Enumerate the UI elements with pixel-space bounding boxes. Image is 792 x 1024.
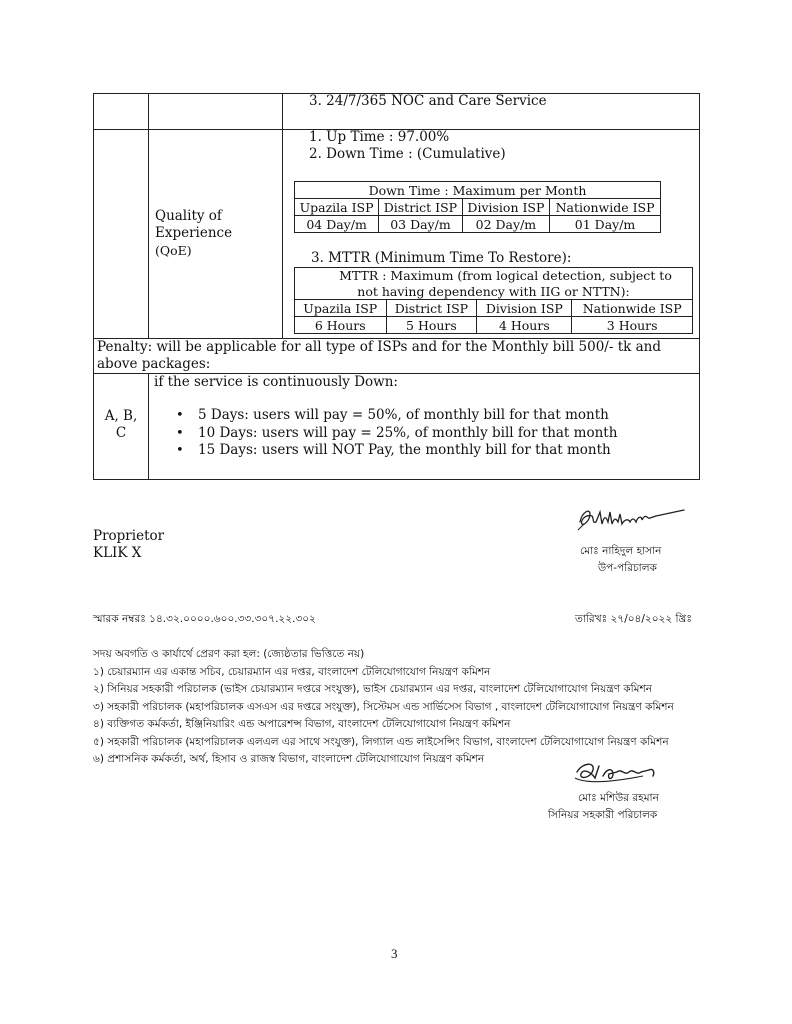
list-item: ৫) সহকারী পরিচালক (মহাপরিচালক এলএল এর সাথে সংযুক্ত), লিগ্যাল এন্ড লাইসেন্সিং বিভাগ, বাংলাদেশ টেলিযোগাযোগ নিয়ন্ত্রণ কমিশন [93,735,669,748]
mttr-title-line: not having dependency with IIG or NTTN): [357,283,630,299]
memo-number: স্মারক নম্বরঃ ১৪.৩২.০০০০.৬০০.৩৩.৩০৭.২২.৩০২ [93,613,316,625]
downtime-header-cell: District ISP [379,199,463,216]
mttr-header-cell: Division ISP [477,300,572,317]
mttr-table-title [295,268,693,300]
mttr-value-cell: 5 Hours [386,317,477,334]
downtime-header-cell: Upazila ISP [295,199,379,216]
memo-date: তারিখঃ ২৭/০৪/২০২২ খ্রিঃ [575,613,692,625]
table-border-left [93,93,94,479]
down-condition: if the service is continuously Down: [154,374,398,390]
list-item: ৬) প্রশাসনিক কর্মকর্তা, অর্থ, হিসাব ও রাজস্ব বিভাগ, বাংলাদেশ টেলিযোগাযোগ নিয়ন্ত্রণ কমিশন [93,753,485,765]
downtime-table [294,181,661,233]
downtime-value-cell: 01 Day/m [550,216,661,233]
list-item: • 5 Days: users will pay = 50%, of monthly bill for that month [172,407,617,425]
downtime-header-cell: Nationwide ISP [550,199,661,216]
mttr-header-cell: Nationwide ISP [572,300,693,317]
signature-image [573,758,663,788]
mttr-value-cell: 6 Hours [295,317,387,334]
penalty-line: above packages: [97,356,211,372]
uptime-item: 1. Up Time : 97.00% [309,129,450,145]
recipient-block [93,528,164,562]
mttr-value-cell: 4 Hours [477,317,572,334]
downtime-value-cell: 02 Day/m [462,216,549,233]
recipient-line: Proprietor [93,528,165,544]
table-column-divider [282,93,283,338]
table-column-divider [148,93,149,338]
packages-label [96,408,146,442]
table-border-right [699,93,700,479]
penalty-text [97,339,661,373]
qoe-label-line: Experience [155,225,233,241]
noc-item: 3. 24/7/365 NOC and Care Service [309,93,547,109]
downtime-value-cell: 03 Day/m [379,216,463,233]
table-border-bottom [93,479,700,480]
qoe-label [155,208,232,259]
qoe-label-line: Quality of [155,208,222,224]
penalty-line: Penalty: will be applicable for all type of ISPs and for the Monthly bill 500/- tk and [97,339,661,355]
signature-image [576,502,696,536]
downtime-table-title: Down Time : Maximum per Month [295,182,661,199]
packages-label-line: C [115,425,127,441]
signatory2-name: মোঃ মশিউর রহমান [578,792,659,804]
mttr-value-cell: 3 Hours [572,317,693,334]
downtime-item: 2. Down Time : (Cumulative) [309,146,506,162]
mttr-title-line: MTTR : Maximum (from logical detection, subject to [339,268,672,283]
penalty-bullets [172,407,617,460]
signatory1-name: মোঃ নাহিদুল হাসান [580,545,662,557]
distribution-list [93,646,674,769]
packages-label-line: A, B, [104,408,138,424]
qoe-label-line: (QoE) [155,243,192,258]
table-column-divider [148,373,149,479]
list-item: • 10 Days: users will pay = 25%, of monthly bill for that month [172,425,617,443]
downtime-header-cell: Division ISP [462,199,549,216]
signatory2-title: সিনিয়র সহকারী পরিচালক [548,809,658,821]
mttr-heading: 3. MTTR (Minimum Time To Restore): [311,250,572,266]
list-item: ৪) ব্যক্তিগত কর্মকর্তা, ইঞ্জিনিয়ারিং এন্ড অপারেশন্স বিভাগ, বাংলাদেশ টেলিযোগাযোগ নিয়ন্ত্রণ কমিশন [93,718,511,730]
list-item: ১) চেয়ারম্যান এর একান্ত সচিব, চেয়ারম্যান এর দপ্তর, বাংলাদেশ টেলিযোগাযোগ নিয়ন্ত্রণ কমিশন [93,665,491,678]
mttr-header-cell: Upazila ISP [295,300,387,317]
list-item: • 15 Days: users will NOT Pay, the monthly bill for that month [172,442,617,460]
signatory1-title: উপ-পরিচালক [598,562,657,574]
downtime-value-cell: 04 Day/m [295,216,379,233]
mttr-header-cell: District ISP [386,300,477,317]
mttr-table [294,267,693,334]
list-item: ২) সিনিয়র সহকারী পরিচালক (ভাইস চেয়ারম্যান দপ্তরে সংযুক্ত), ভাইস চেয়ারম্যান এর দপ্তর, বাংলাদেশ টেলিযোগাযোগ নিয়ন্ত্রণ কমিশন [93,683,652,695]
distribution-heading: সদয় অবগতি ও কার্যার্থে প্রেরণ করা হল: (জ্যেষ্ঠতার ভিত্তিতে নয়) [93,648,365,660]
recipient-line: KLIK X [93,545,142,561]
page-number: 3 [391,946,398,961]
list-item: ৩) সহকারী পরিচালক (মহাপরিচালক এসএস এর দপ্তরে সংযুক্ত), সিস্টেমস এন্ড সার্ভিসেস বিভাগ , বাংলাদেশ টেলিযোগাযোগ নিয়ন্ত্রণ কমিশন [93,700,674,713]
